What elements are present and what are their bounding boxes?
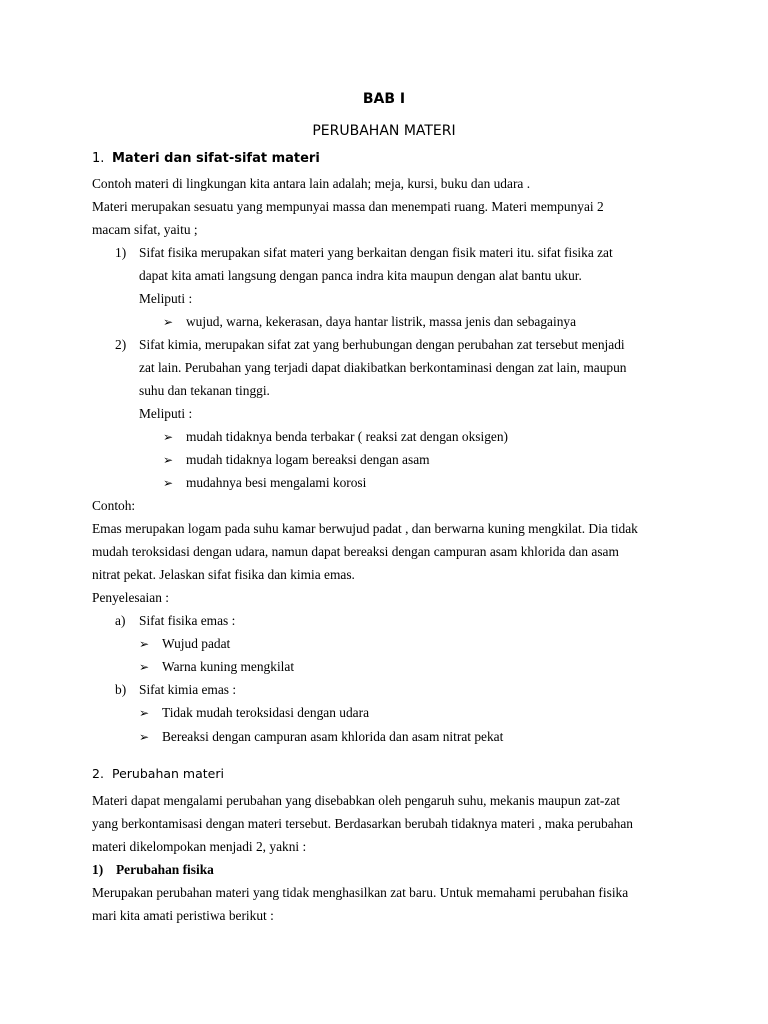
subsection-heading: Perubahan fisika (116, 862, 214, 877)
arrow-bullet-icon: ➢ (163, 453, 174, 467)
list-marker: 2) (115, 337, 127, 352)
arrow-bullet-icon: ➢ (139, 660, 150, 674)
contoh-line: nitrat pekat. Jelaskan sifat fisika dan kimia emas. (92, 567, 355, 582)
arrow-bullet-icon: ➢ (163, 315, 174, 329)
answer-marker: a) (115, 613, 126, 628)
answer-marker: b) (115, 682, 127, 697)
section-2-number: 2. (92, 766, 104, 781)
definition-line: macam sifat, yaitu ; (92, 222, 198, 237)
contoh-label: Contoh: (92, 498, 136, 513)
list-item-text: zat lain. Perubahan yang terjadi dapat diakibatkan berkontaminasi dengan zat lain, maupun (139, 360, 627, 375)
chapter-subject: PERUBAHAN MATERI (312, 123, 456, 139)
section-1-heading: Materi dan sifat-sifat materi (112, 151, 320, 166)
subsection-marker: 1) (92, 862, 104, 877)
bullet-text: Tidak mudah teroksidasi dengan udara (162, 705, 370, 720)
section-2-line: yang berkontamisasi dengan materi tersebut. Berdasarkan berubah tidaknya materi , maka perubahan (92, 816, 633, 831)
bullet-text: mudahnya besi mengalami korosi (186, 475, 367, 490)
list-item-text: Sifat fisika merupakan sifat materi yang berkaitan dengan fisik materi itu. sifat fisika zat (139, 245, 613, 260)
section-2-heading: Perubahan materi (112, 766, 224, 781)
contoh-line: mudah teroksidasi dengan udara, namun dapat bereaksi dengan campuran asam khlorida dan asam (92, 544, 619, 559)
subsection-line: Merupakan perubahan materi yang tidak menghasilkan zat baru. Untuk memahami perubahan fisika (92, 885, 629, 900)
contoh-line: Emas merupakan logam pada suhu kamar berwujud padat , dan berwarna kuning mengkilat. Dia tidak (92, 521, 638, 536)
intro-line: Contoh materi di lingkungan kita antara lain adalah; meja, kursi, buku dan udara . (92, 176, 531, 191)
chapter-title: BAB I (362, 91, 406, 107)
definition-line: Materi merupakan sesuatu yang mempunyai massa dan menempati ruang. Materi mempunyai 2 (92, 199, 604, 214)
bullet-text: Bereaksi dengan campuran asam khlorida dan asam nitrat pekat (162, 729, 504, 744)
answer-label: Sifat fisika emas : (139, 613, 236, 628)
bullet-text: mudah tidaknya benda terbakar ( reaksi zat dengan oksigen) (186, 429, 508, 444)
penyelesaian-label: Penyelesaian : (92, 590, 169, 605)
arrow-bullet-icon: ➢ (139, 706, 150, 720)
list-item-text: Sifat kimia, merupakan sifat zat yang berhubungan dengan perubahan zat tersebut menjadi (139, 337, 625, 352)
section-1-number: 1. (92, 151, 105, 166)
arrow-bullet-icon: ➢ (139, 730, 150, 744)
arrow-bullet-icon: ➢ (163, 430, 174, 444)
bullet-text: Wujud padat (162, 636, 231, 651)
list-item-text: dapat kita amati langsung dengan panca indra kita maupun dengan alat bantu ukur. (139, 268, 582, 283)
section-2-line: materi dikelompokan menjadi 2, yakni : (92, 839, 307, 854)
bullet-text: Warna kuning mengkilat (162, 659, 295, 674)
arrow-bullet-icon: ➢ (139, 637, 150, 651)
bullet-text: wujud, warna, kekerasan, daya hantar listrik, massa jenis dan sebagainya (186, 314, 577, 329)
meliputi-label: Meliputi : (139, 291, 193, 306)
answer-label: Sifat kimia emas : (139, 682, 237, 697)
list-marker: 1) (115, 245, 127, 260)
bullet-text: mudah tidaknya logam bereaksi dengan asam (186, 452, 430, 467)
meliputi-label: Meliputi : (139, 406, 193, 421)
section-2-line: Materi dapat mengalami perubahan yang disebabkan oleh pengaruh suhu, mekanis maupun zat-zat (92, 793, 621, 808)
subsection-line: mari kita amati peristiwa berikut : (92, 908, 274, 923)
list-item-text: suhu dan tekanan tinggi. (139, 383, 270, 398)
arrow-bullet-icon: ➢ (163, 476, 174, 490)
